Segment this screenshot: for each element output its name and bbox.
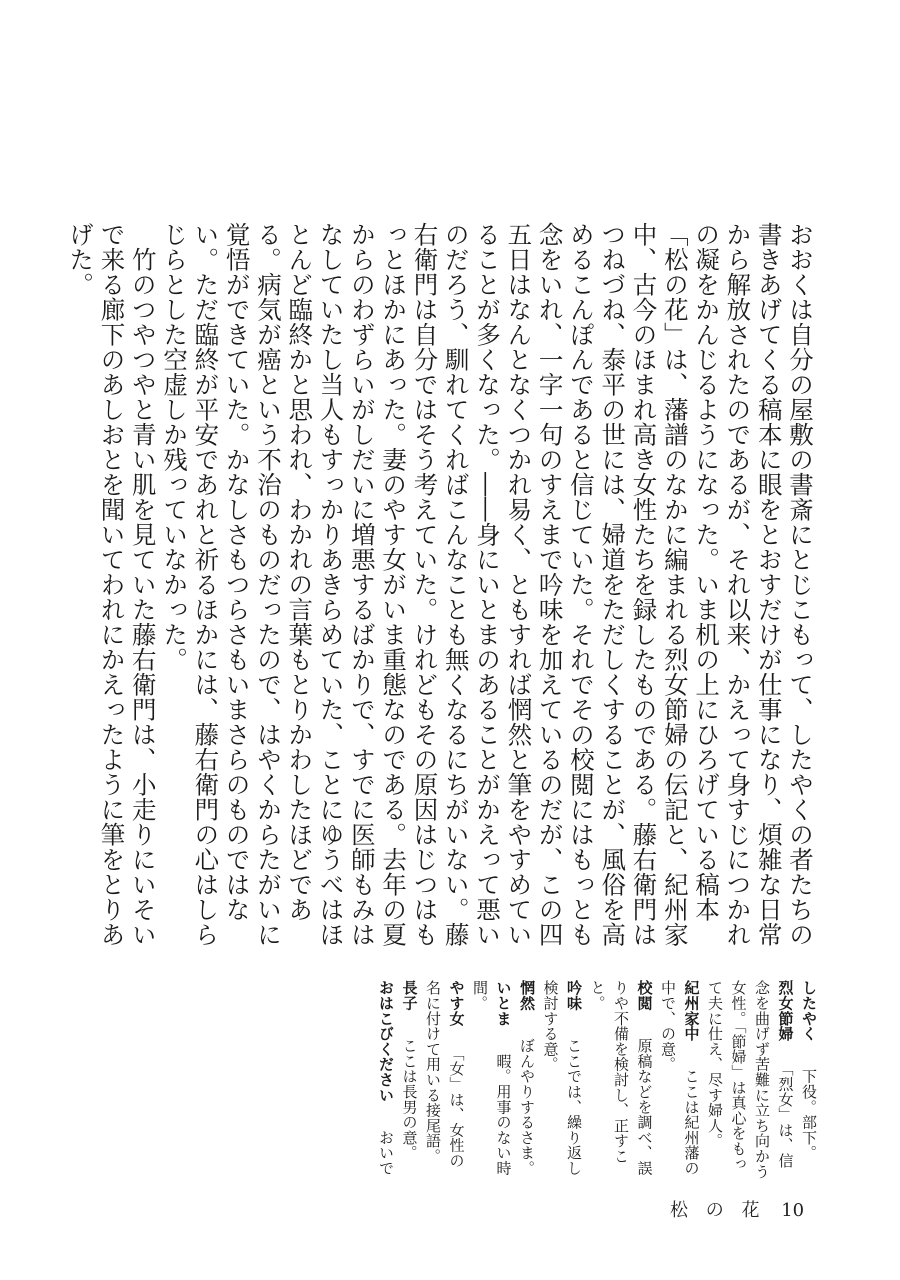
note-item xyxy=(703,980,797,1180)
note-item xyxy=(397,980,421,1180)
note-term: 長子 xyxy=(400,980,419,1011)
note-term: やす女 xyxy=(447,980,466,1026)
note-term: おはこびください xyxy=(377,980,395,1103)
note-item xyxy=(515,980,539,1180)
note-item xyxy=(585,980,656,1180)
note-item xyxy=(656,980,703,1180)
note-definition: ここでは、繰り返し検討する意。 xyxy=(541,980,583,1176)
note-term: 烈女節婦 xyxy=(776,980,795,1042)
annotation-notes xyxy=(374,980,821,1180)
main-body-text xyxy=(65,222,816,967)
running-title: 松 の 花 xyxy=(670,1200,766,1221)
note-item xyxy=(468,980,515,1180)
notes-divider xyxy=(130,966,820,967)
note-term: 校閲 xyxy=(635,980,654,1011)
note-item xyxy=(797,980,821,1180)
note-definition: ぼんやりするさま。 xyxy=(518,1037,536,1176)
page-number: 10 xyxy=(781,1200,805,1221)
note-term: 惘然 xyxy=(518,980,536,1011)
paragraph-2: 竹のつやつやと青い肌を見ていた藤右衛門は、小走りにいそいで来る廊下のあしおとを聞いてわれにかえったように筆をとりあげた。 xyxy=(66,222,158,947)
note-item xyxy=(421,980,468,1180)
note-definition: 下役。部下。 xyxy=(800,1068,818,1161)
note-definition: おいで xyxy=(377,1129,395,1176)
note-definition: ここは長男の意。 xyxy=(400,1037,419,1161)
note-term: 紀州家中 xyxy=(682,980,701,1042)
note-term: いとま xyxy=(494,980,513,1026)
note-item xyxy=(374,980,398,1180)
note-term: したやく xyxy=(800,980,818,1042)
note-definition: ここは紀州藩の中で、の意。 xyxy=(659,980,701,1176)
note-definition: 「女」は、女性の名に付けて用いる接尾語。 xyxy=(424,980,466,1169)
paragraph-1: おおくは自分の屋敷の書斎にとじこもって、したやくの者たちの書きあげてくる稿本に眼をとおすだけが仕事になり、煩雑な日常から解放されたのであるが、それ以来、かえって身すじにつかれの凝をかんじるようになった。いま机の上にひろげている稿本「松の花」は、藩譜のなかに編まれる烈女節婦の伝記と、紀州家中、古今のほまれ高き女性たちを録したものである。藤右衛門はつねづね、泰平の世には、婦道をただしくすることが、風俗を高めるこんぽんであると信じていた。それでその校閲にはもっとも念をいれ、一字一句のすえまで吟味を加えているのだが、この四五日はなんとなくつかれ易く、ともすれば惘然と筆をやすめていることが多くなった。――身にいとまのあることがかえって悪いのだろう、馴れてくればこんなことも無くなるにちがいない。藤右衛門は自分ではそう考えていた。けれどもその原因はじつはもっとほかにあった。妻のやす女がいま重態なのである。去年の夏からのわずらいがしだいに増悪するばかりで、すでに医師もみはなしていたし当人もすっかりあきらめていた、ことにゆうべはほとんど臨終かと思われ、わかれの言葉もとりかわしたほどである。病気が癌という不治のものだったので、はやくからたがいに覚悟ができていた。かなしさもつらさもいまさらのものではない。ただ臨終が平安であれと祈るほかには、藤右衛門の心はしらじらとした空虚しか残っていなかった。 xyxy=(160,222,815,947)
note-definition: 原稿などを調べ、誤りや不備を検討し、正すこと。 xyxy=(588,980,654,1176)
note-item xyxy=(538,980,585,1180)
page-footer xyxy=(670,1196,804,1222)
note-definition: 「烈女」は、信念を曲げず苦難に立ち向かう女性。「節婦」は真心をもって夫に仕え、尽す婦人。 xyxy=(706,980,795,1179)
note-definition: 暇。用事のない時間。 xyxy=(471,980,513,1176)
note-term: 吟味 xyxy=(565,980,583,1011)
